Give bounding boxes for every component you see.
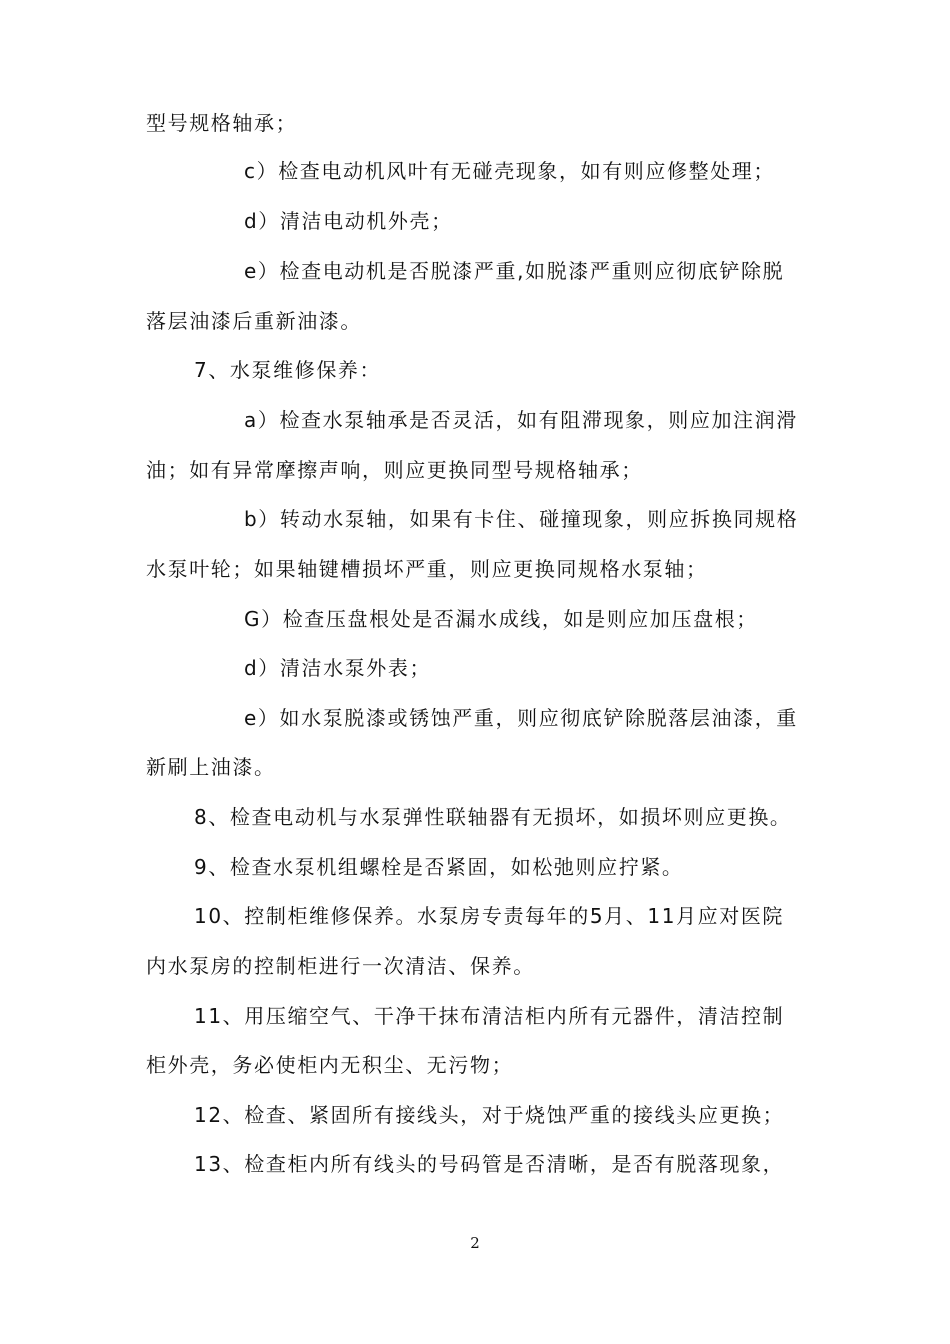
text-line-7: a）检查水泵轴承是否灵活，如有阻滞现象，则应加注润滑 bbox=[244, 408, 798, 432]
text-line-21: 12、检查、紧固所有接线头，对于烧蚀严重的接线头应更换； bbox=[194, 1103, 785, 1127]
text-line-12: d）清洁水泵外表； bbox=[244, 656, 432, 680]
text-line-9: b）转动水泵轴，如果有卡住、碰撞现象，则应拆换同规格 bbox=[244, 507, 799, 531]
text-line-3: d）清洁电动机外壳； bbox=[244, 209, 453, 233]
text-line-19: 11、用压缩空气、干净干抹布清洁柜内所有元器件，清洁控制 bbox=[194, 1004, 785, 1028]
text-line-5: 落层油漆后重新油漆。 bbox=[146, 309, 362, 333]
page-number: 2 bbox=[470, 1234, 480, 1252]
text-line-6: 7、水泵维修保养： bbox=[194, 358, 382, 382]
text-line-10: 水泵叶轮；如果轴键槽损坏严重，则应更换同规格水泵轴； bbox=[146, 557, 708, 581]
text-line-11: G）检查压盘根处是否漏水成线，如是则应加压盘根； bbox=[244, 607, 758, 631]
text-line-16: 9、检查水泵机组螺栓是否紧固，如松弛则应拧紧。 bbox=[194, 855, 684, 879]
text-line-15: 8、检查电动机与水泵弹性联轴器有无损坏，如损坏则应更换。 bbox=[194, 805, 792, 829]
text-line-18: 内水泵房的控制柜进行一次清洁、保养。 bbox=[146, 954, 535, 978]
text-line-13: e）如水泵脱漆或锈蚀严重，则应彻底铲除脱落层油漆，重 bbox=[244, 706, 798, 730]
text-line-17: 10、控制柜维修保养。水泵房专责每年的5月、11月应对医院 bbox=[194, 904, 785, 928]
text-line-22: 13、检查柜内所有线头的号码管是否清晰，是否有脱落现象， bbox=[194, 1152, 785, 1176]
text-line-2: c）检查电动机风叶有无碰壳现象，如有则应修整处理； bbox=[244, 159, 775, 183]
text-line-20: 柜外壳，务必使柜内无积尘、无污物； bbox=[146, 1053, 514, 1077]
text-line-4: e）检查电动机是否脱漆严重,如脱漆严重则应彻底铲除脱 bbox=[244, 259, 785, 283]
text-line-1: 型号规格轴承； bbox=[146, 111, 298, 135]
text-line-14: 新刷上油漆。 bbox=[146, 755, 276, 779]
text-line-8: 油；如有异常摩擦声响，则应更换同型号规格轴承； bbox=[146, 458, 643, 482]
